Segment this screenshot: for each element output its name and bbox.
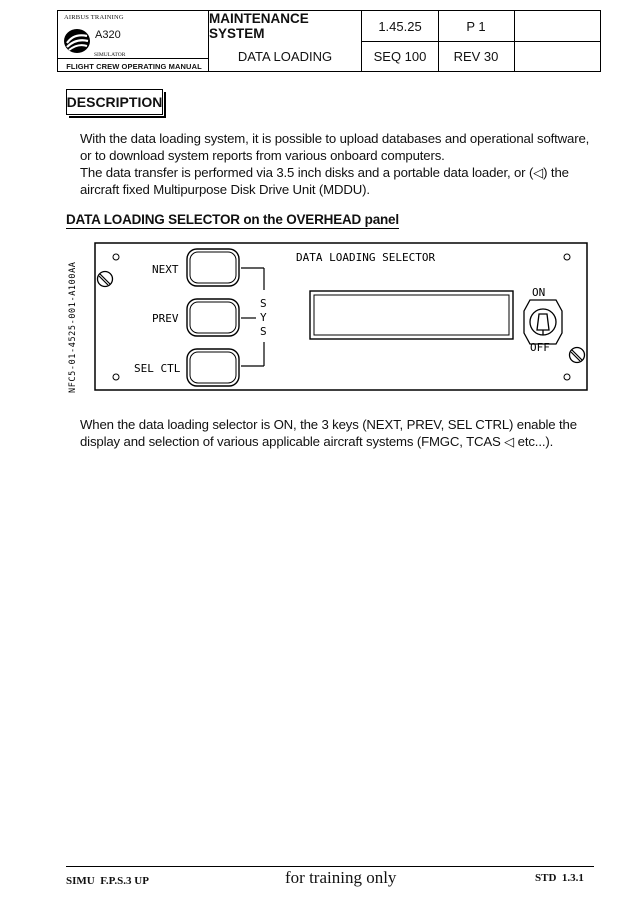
manual-title: FLIGHT CREW OPERATING MANUAL [66, 62, 202, 71]
system-title: MAINTENANCE SYSTEM [209, 11, 309, 41]
switch-off-label: OFF [530, 341, 550, 354]
panel-title: DATA LOADING SELECTOR [296, 251, 436, 264]
intro-paragraph [80, 130, 602, 198]
display-window [310, 291, 513, 339]
sys-letter: S [260, 297, 267, 310]
page-reference: 1.45.25 [378, 18, 422, 34]
key-label-next: NEXT [152, 263, 179, 276]
key-label-sel-ctl: SEL CTL [134, 362, 181, 375]
next-key[interactable] [187, 249, 239, 286]
intro-line: or to download system reports from various onboard computers. [80, 148, 445, 163]
airbus-training-logo-icon [62, 27, 92, 55]
switch-on-label: ON [532, 286, 546, 299]
screw-icon [113, 254, 119, 260]
sys-letter: Y [260, 311, 267, 324]
section-title: DESCRIPTION [66, 94, 163, 110]
screw-icon [564, 374, 570, 380]
logo-training-text: AIRBUS TRAINING [64, 14, 124, 21]
closing-paragraph [80, 416, 602, 450]
intro-line: With the data loading system, it is possible to upload databases and operational software, [80, 131, 590, 146]
figure-reference: NFC5-01-4525-001-A100AA [68, 261, 78, 393]
prev-key[interactable] [187, 299, 239, 336]
footer-left: SIMU F.P.S.3 UP [66, 875, 149, 887]
chapter-title: DATA LOADING [237, 48, 333, 64]
footer-rule [66, 866, 594, 867]
fastener-icon [570, 348, 585, 363]
panel-heading: DATA LOADING SELECTOR on the OVERHEAD panel [66, 212, 399, 227]
on-off-toggle-switch[interactable] [524, 300, 562, 344]
closing-line: display and selection of various applicable aircraft systems (FMGC, TCAS ◁ etc...). [80, 434, 554, 449]
screw-icon [113, 374, 119, 380]
section-title-box [66, 89, 163, 115]
data-loading-selector-panel [60, 238, 600, 398]
page-number: P 1 [466, 18, 486, 34]
sel-ctl-key[interactable] [187, 349, 239, 386]
screw-icon [564, 254, 570, 260]
page-header [57, 10, 601, 72]
revision-number: REV 30 [453, 48, 499, 64]
aircraft-model: A320 [95, 29, 121, 41]
footer-center: for training only [285, 868, 397, 887]
sequence-number: SEQ 100 [373, 48, 427, 64]
intro-line: The data transfer is performed via 3.5 inch disks and a portable data loader, or (◁) the [80, 165, 569, 180]
footer-right: STD 1.3.1 [535, 872, 584, 884]
intro-line: aircraft fixed Multipurpose Disk Drive Unit (MDDU). [80, 182, 370, 197]
sys-letter: S [260, 325, 267, 338]
fastener-icon [98, 272, 113, 287]
closing-line: When the data loading selector is ON, the 3 keys (NEXT, PREV, SEL CTRL) enable the [80, 417, 577, 432]
key-label-prev: PREV [152, 312, 179, 325]
logo-simulator-text: SIMULATOR [94, 52, 126, 58]
